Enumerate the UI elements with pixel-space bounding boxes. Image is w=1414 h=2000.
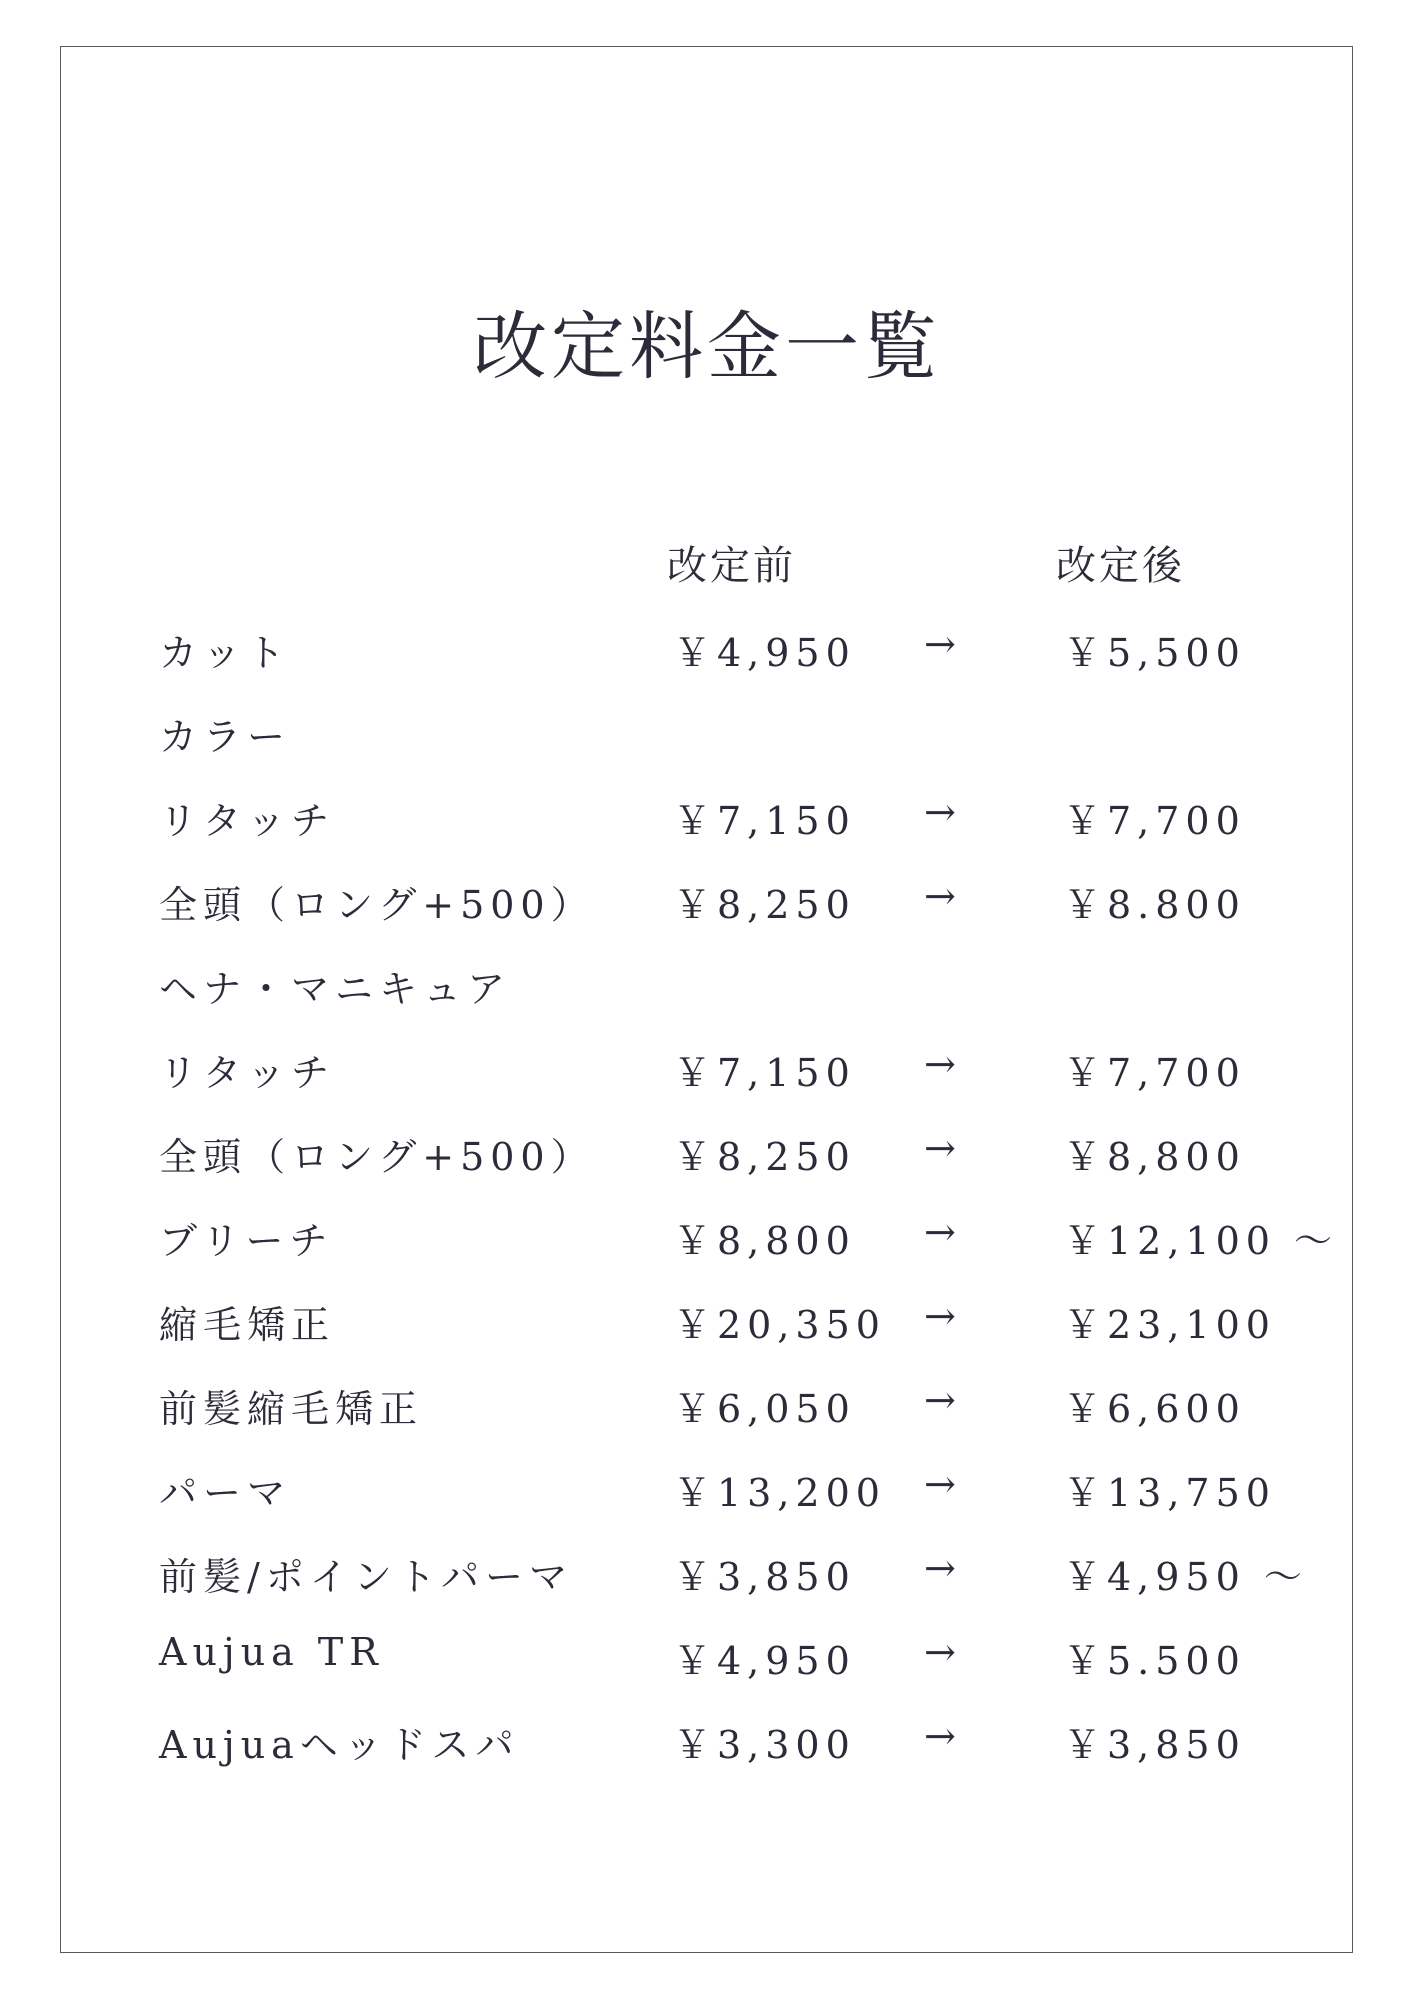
price-row — [0, 1028, 1414, 1112]
arrow-icon: → — [924, 1714, 956, 1758]
item-name: カット — [159, 631, 291, 675]
item-name: 縮毛矯正 — [159, 1303, 336, 1347]
price-row — [0, 1700, 1414, 1784]
page-title: 改定料金一覧 — [473, 303, 941, 390]
price-before: ￥6,050 — [673, 1387, 856, 1431]
category-row — [0, 944, 1414, 1028]
price-after: ￥12,100 ～ — [1063, 1219, 1339, 1263]
price-before: ￥4,950 — [673, 631, 856, 675]
price-row — [0, 1112, 1414, 1196]
price-row — [0, 1364, 1414, 1448]
price-before: ￥3,300 — [673, 1723, 856, 1767]
price-before: ￥13,200 — [673, 1471, 886, 1515]
price-before: ￥4,950 — [673, 1639, 856, 1683]
arrow-icon: → — [924, 622, 956, 666]
price-after: ￥7,700 — [1063, 1051, 1246, 1095]
arrow-icon: → — [924, 1294, 956, 1338]
arrow-icon: → — [924, 1378, 956, 1422]
price-before: ￥20,350 — [673, 1303, 886, 1347]
category-row — [0, 692, 1414, 776]
arrow-icon: → — [924, 1462, 956, 1506]
arrow-icon: → — [924, 1042, 956, 1086]
price-after: ￥3,850 — [1063, 1723, 1246, 1767]
arrow-icon: → — [924, 790, 956, 834]
price-before: ￥7,150 — [673, 1051, 856, 1095]
item-name: 全頭（ロング+500） — [159, 1135, 595, 1179]
price-after: ￥5.500 — [1063, 1639, 1246, 1683]
price-before: ￥8,800 — [673, 1219, 856, 1263]
header-before: 改定前 — [667, 543, 796, 589]
item-name: リタッチ — [159, 1051, 336, 1095]
item-name: Aujuaヘッドスパ — [159, 1723, 520, 1767]
arrow-icon: → — [924, 1546, 956, 1590]
item-name: 前髪縮毛矯正 — [159, 1387, 424, 1431]
price-after: ￥23,100 — [1063, 1303, 1276, 1347]
item-name: Aujua TR — [159, 1630, 384, 1674]
price-row — [0, 1280, 1414, 1364]
price-after: ￥8,800 — [1063, 1135, 1246, 1179]
category-name: カラー — [159, 715, 292, 759]
price-before: ￥7,150 — [673, 799, 856, 843]
arrow-icon: → — [924, 1630, 956, 1674]
price-after: ￥5,500 — [1063, 631, 1246, 675]
price-row — [0, 608, 1414, 692]
price-before: ￥3,850 — [673, 1555, 856, 1599]
price-row — [0, 1448, 1414, 1532]
arrow-icon: → — [924, 1126, 956, 1170]
price-after: ￥6,600 — [1063, 1387, 1246, 1431]
item-name: リタッチ — [159, 799, 336, 843]
item-name: 前髪/ポイントパーマ — [159, 1555, 574, 1599]
price-before: ￥8,250 — [673, 1135, 856, 1179]
price-after: ￥4,950 ～ — [1063, 1555, 1308, 1599]
price-list — [0, 608, 1414, 1784]
arrow-icon: → — [924, 1210, 956, 1254]
arrow-icon: → — [924, 874, 956, 918]
price-row — [0, 776, 1414, 860]
item-name: パーマ — [159, 1471, 292, 1515]
price-before: ￥8,250 — [673, 883, 856, 927]
header-after: 改定後 — [1056, 543, 1185, 589]
price-row — [0, 1196, 1414, 1280]
item-name: 全頭（ロング+500） — [159, 883, 595, 927]
price-row — [0, 860, 1414, 944]
price-after: ￥8.800 — [1063, 883, 1246, 927]
price-after: ￥13,750 — [1063, 1471, 1276, 1515]
price-row — [0, 1532, 1414, 1616]
price-row — [0, 1616, 1414, 1700]
category-name: ヘナ・マニキュア — [159, 967, 512, 1011]
price-after: ￥7,700 — [1063, 799, 1246, 843]
item-name: ブリーチ — [159, 1219, 334, 1263]
